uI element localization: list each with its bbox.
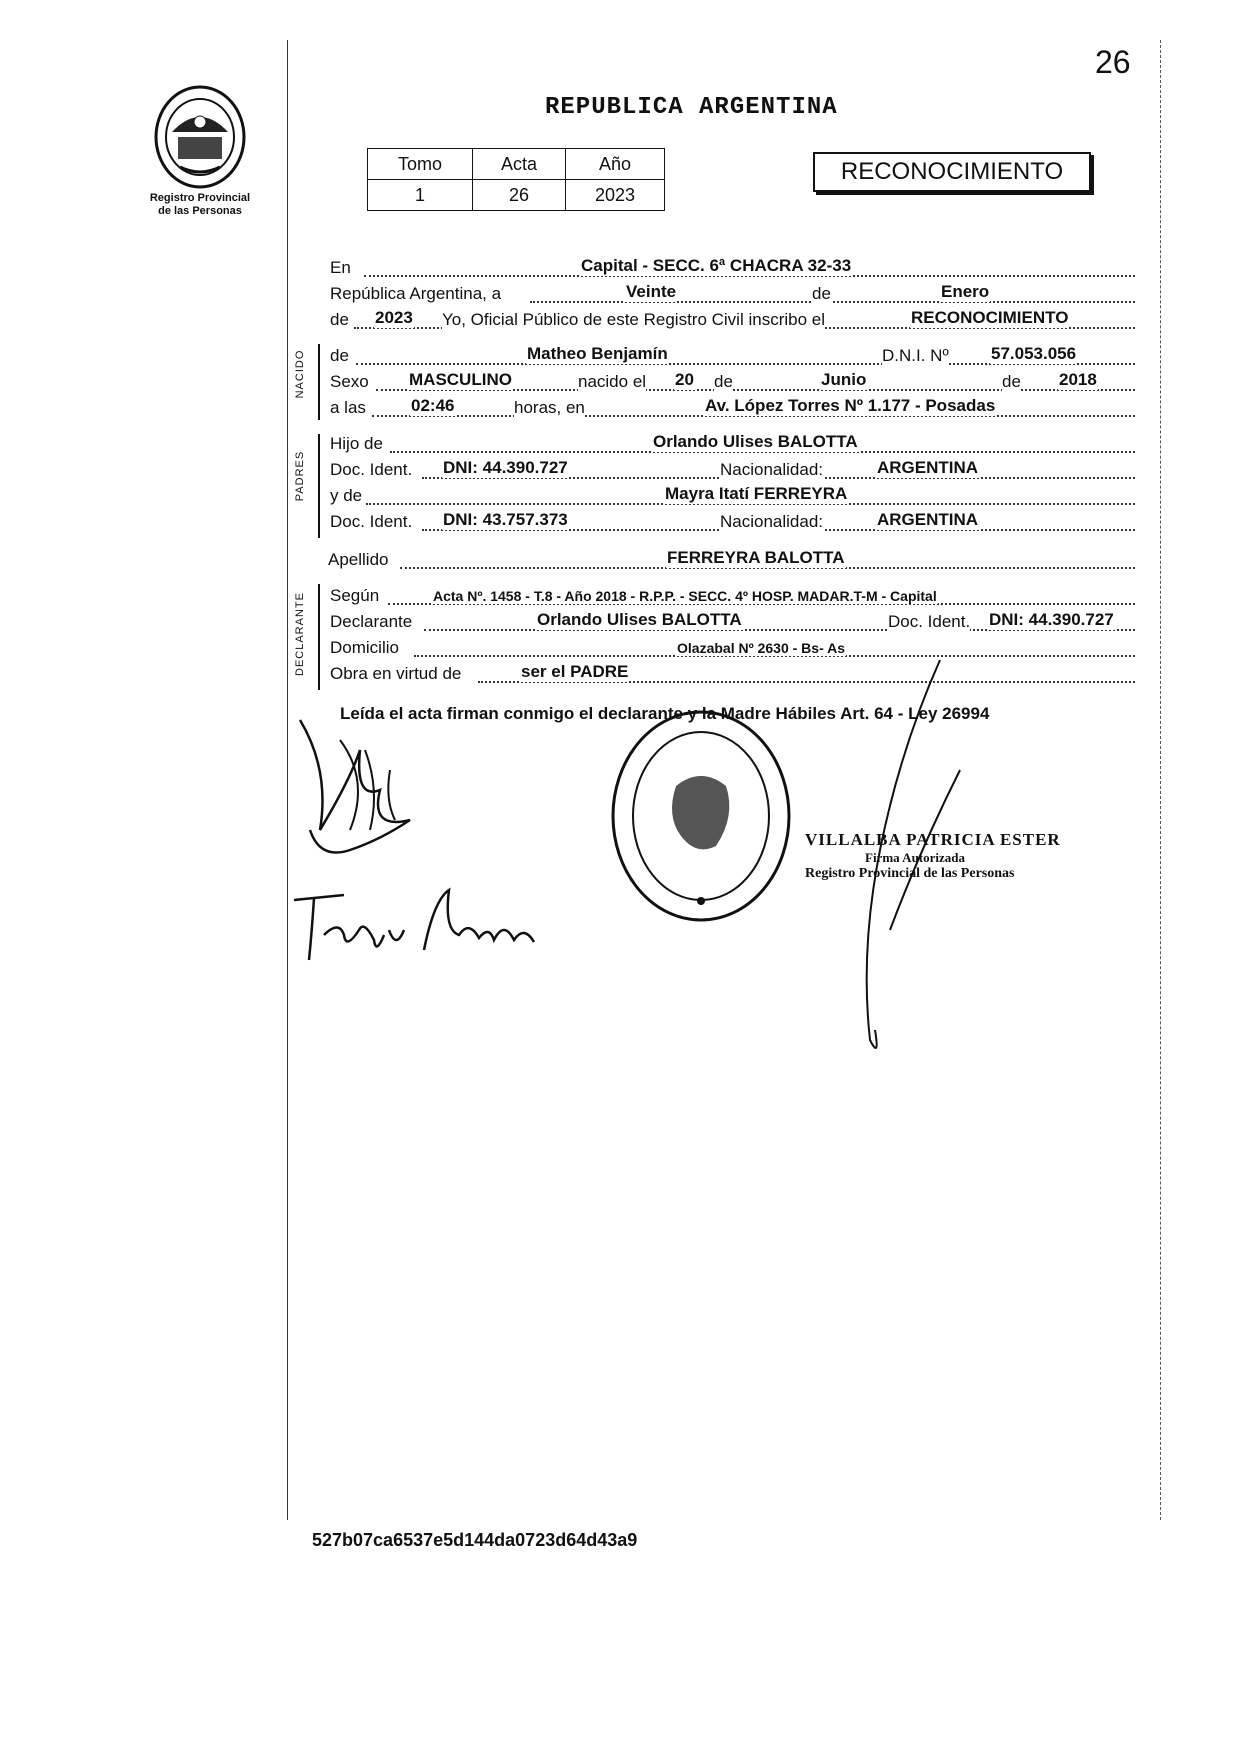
line-madre-doc [330, 510, 1135, 534]
label-nacionalidad-1: Nacionalidad: [720, 460, 824, 479]
value-nac-dia: 20 [675, 370, 694, 389]
label-a-las: a las [330, 398, 366, 417]
value-declarante-doc: DNI: 44.390.727 [989, 610, 1114, 629]
line-apellido [330, 548, 1135, 572]
registry-table-header-row [368, 149, 665, 180]
label-republica: República Argentina, a [330, 284, 502, 303]
table-header-anio: Año [566, 149, 665, 180]
line-nombre [330, 344, 1135, 368]
official-entity: Registro Provincial de las Personas [805, 866, 1015, 881]
label-de-mes: de [812, 284, 831, 303]
value-anio: 2023 [375, 308, 413, 327]
provincial-seal-icon [150, 82, 250, 192]
value-domicilio: Olazabal Nº 2630 - Bs- As [677, 640, 845, 656]
label-doc-ident-1: Doc. Ident. [330, 460, 413, 479]
value-sexo: MASCULINO [409, 370, 512, 389]
declarante-section-bar [318, 584, 320, 690]
table-header-acta: Acta [473, 149, 566, 180]
label-doc-ident-2: Doc. Ident. [330, 512, 413, 531]
value-mes: Enero [941, 282, 990, 301]
line-obra [330, 662, 1135, 686]
value-segun: Acta Nº. 1458 - T.8 - Año 2018 - R.P.P. - SECC. 4º HOSP. MADAR.T-M - Capital [433, 588, 937, 604]
value-nac-anio: 2018 [1059, 370, 1097, 389]
line-declarante [330, 610, 1135, 634]
line-sexo [330, 370, 1135, 394]
act-type-box: RECONOCIMIENTO [813, 152, 1091, 192]
label-sexo: Sexo [330, 372, 369, 391]
section-label-nacido: NACIDO [294, 349, 306, 399]
label-obra-en-virtud: Obra en virtud de [330, 664, 462, 683]
label-dni: D.N.I. Nº [882, 346, 949, 365]
label-horas-en: horas, en [514, 398, 585, 417]
logo-caption-line-2: de las Personas [158, 205, 242, 217]
value-dni: 57.053.056 [991, 344, 1077, 363]
value-padre: Orlando Ulises BALOTTA [653, 432, 858, 451]
left-margin-line [287, 40, 288, 1520]
document-title: REPUBLICA ARGENTINA [545, 94, 838, 121]
line-padre-doc [330, 458, 1135, 482]
value-obra-en-virtud: ser el PADRE [521, 662, 629, 681]
label-de-anio2: de [1002, 372, 1021, 391]
official-name: VILLALBA PATRICIA ESTER [805, 830, 1061, 849]
value-padre-nac: ARGENTINA [877, 458, 979, 477]
value-nac-mes: Junio [821, 370, 867, 389]
table-value-anio: 2023 [566, 180, 665, 211]
right-margin-line [1160, 40, 1161, 1520]
line-domicilio [330, 636, 1135, 660]
padres-section-bar [318, 434, 320, 538]
label-nacionalidad-2: Nacionalidad: [720, 512, 824, 531]
registry-table [367, 148, 665, 211]
value-madre-doc: DNI: 43.757.373 [443, 510, 568, 529]
registry-table-value-row [368, 180, 665, 211]
label-domicilio: Domicilio [330, 638, 399, 657]
line-lugar [330, 256, 1135, 280]
section-label-declarante: DECLARANTE [294, 592, 306, 676]
declarant-signature [290, 710, 430, 870]
nacido-section-bar [318, 344, 320, 420]
label-apellido: Apellido [328, 550, 389, 569]
label-nacido-el: nacido el [578, 372, 647, 391]
label-segun: Según [330, 586, 380, 605]
value-madre-nac: ARGENTINA [877, 510, 979, 529]
line-hora [330, 396, 1135, 420]
table-value-acta: 26 [473, 180, 566, 211]
value-padre-doc: DNI: 44.390.727 [443, 458, 568, 477]
value-madre: Mayra Itatí FERREYRA [665, 484, 848, 503]
value-hora: 02:46 [411, 396, 455, 415]
line-madre [330, 484, 1135, 508]
line-anio [330, 308, 1135, 332]
label-yo-oficial: Yo, Oficial Público de este Registro Civil inscribo el [442, 310, 825, 329]
line-padre [330, 432, 1135, 456]
value-lugar: Capital - SECC. 6ª CHACRA 32-33 [581, 256, 852, 275]
mother-signature [284, 880, 544, 970]
official-block [805, 830, 1061, 882]
value-dia: Veinte [626, 282, 677, 301]
label-doc-ident-3: Doc. Ident. [888, 612, 971, 631]
logo-caption [130, 192, 270, 218]
registry-stamp [606, 706, 796, 926]
value-lugar-nac: Av. López Torres Nº 1.177 - Posadas [705, 396, 996, 415]
label-declarante: Declarante [330, 612, 413, 631]
line-segun [330, 584, 1135, 608]
official-role: Firma Autorizada [865, 850, 966, 865]
page-number: 26 [1095, 44, 1131, 80]
label-hijo-de: Hijo de [330, 434, 383, 453]
label-de-dia: de [714, 372, 733, 391]
closing-statement: Leída el acta firman conmigo el declarante y la Madre Hábiles Art. 64 - Ley 26994 [340, 704, 990, 723]
value-apellido: FERREYRA BALOTTA [667, 548, 845, 567]
value-nombre: Matheo Benjamín [527, 344, 668, 363]
section-label-padres: PADRES [294, 450, 306, 502]
line-fecha [330, 282, 1135, 306]
document-hash: 527b07ca6537e5d144da0723d64d43a9 [312, 1530, 638, 1550]
label-y-de: y de [330, 486, 363, 505]
logo-caption-line-1: Registro Provincial [149, 192, 251, 204]
label-de-nombre: de [330, 346, 349, 365]
table-value-tomo: 1 [368, 180, 473, 211]
label-de-anio: de [330, 310, 349, 329]
label-en: En [330, 258, 351, 277]
value-declarante: Orlando Ulises BALOTTA [537, 610, 742, 629]
table-header-tomo: Tomo [368, 149, 473, 180]
value-acto: RECONOCIMIENTO [911, 308, 1069, 327]
